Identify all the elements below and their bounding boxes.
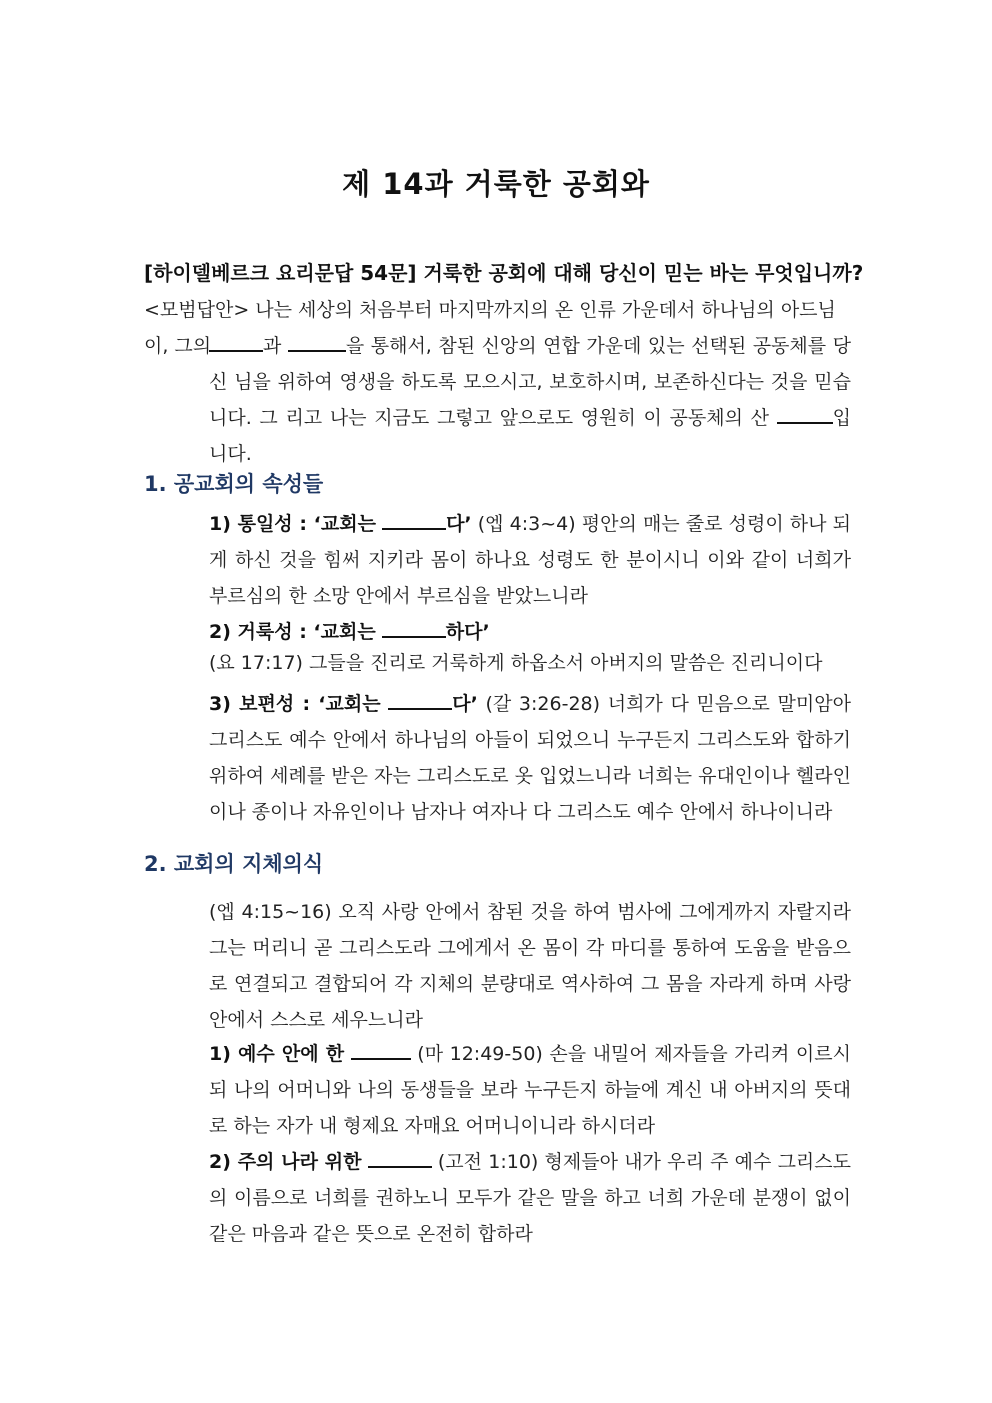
answer-text-3: 님을 위하여 영생을 하도록 모으시고, 보호하시며, 보존하신다는 것을 믿습니다. 그 xyxy=(209,371,851,429)
item-text: (갈 3:26-28) 너희가 다 믿음으로 말미암아 그리스도 예수 안에서 하나님의 아들이 되었으니 누구든지 그리스도와 합하기 위하여 세례를 받은 자는 그리스도로 옷 입었느니라 너희는 유대인이나 헬라인이나 종이나 자유인이나 남자나 여자나 다 그리스도 예수 안에서 하나이니라 xyxy=(209,693,851,823)
answer-text-4a: 리고 나는 지금도 그렇고 앞으로도 영원히 이 공동체의 산 xyxy=(285,407,769,429)
answer-text-2a: 과 xyxy=(263,335,282,357)
item-text: (마 12:49-50) 손을 내밀어 제자들을 가리켜 이르시되 나의 어머니와 나의 동생들을 보라 누구든지 하늘에 계신 내 아버지의 뜻대로 하는 자가 내 형제요 자매요 어머니이니라 하시더라 xyxy=(209,1043,851,1137)
section-1-heading: 1. 공교회의 속성들 xyxy=(144,472,324,496)
section-1-item-1 xyxy=(209,506,851,614)
answer-text-1: 나는 세상의 처음부터 마지막까지의 온 인류 가운데서 하나님의 아드님이, 그의 xyxy=(144,299,836,357)
item-label: 2) 주의 나라 위한 xyxy=(209,1151,362,1173)
section-1-item-2-verse: (요 17:17) 그들을 진리로 거룩하게 하옵소서 아버지의 말씀은 진리니이다 xyxy=(209,652,823,674)
item-text: (고전 1:10) 형제들아 내가 우리 주 예수 그리스도의 이름으로 너희를 권하노니 모두가 같은 말을 하고 너희 가운데 분쟁이 없이 같은 마음과 같은 뜻으로 온전히 합하라 xyxy=(209,1151,851,1245)
item-label: 3) 보편성 : ‘교회는 xyxy=(209,693,381,715)
section-1-item-3 xyxy=(209,686,851,830)
section-2-item-1 xyxy=(209,1036,851,1144)
item-label: 1) 통일성 : ‘교회는 xyxy=(209,513,376,535)
section-2-item-2 xyxy=(209,1144,851,1252)
fill-blank xyxy=(288,333,346,352)
fill-blank xyxy=(351,1041,411,1060)
section-2-intro: (엡 4:15~16) 오직 사랑 안에서 참된 것을 하여 범사에 그에게까지 자랄지라 그는 머리니 곧 그리스도라 그에게서 온 몸이 각 마디를 통하여 도움을 받음으로 연결되고 결합되어 각 지체의 분량대로 역사하여 그 몸을 자라게 하며 사랑 안에서 스스로 세우느니라 xyxy=(209,901,851,1031)
item-label-end: 하다’ xyxy=(445,621,490,643)
page-title: 제 14과 거룩한 공회와 xyxy=(342,167,650,201)
fill-blank xyxy=(777,405,833,424)
item-text: (엡 4:3~4) 평안의 매는 줄로 성령이 하나 되게 하신 것을 힘써 지키라 몸이 하나요 성령도 한 분이시니 이와 같이 너희가 부르심의 한 소망 안에서 부르심을 받았느니라 xyxy=(209,513,851,607)
fill-blank xyxy=(382,619,446,638)
item-label: 1) 예수 안에 한 xyxy=(209,1043,345,1065)
item-label-end: 다’ xyxy=(452,693,478,715)
fill-blank xyxy=(388,691,452,710)
fill-blank xyxy=(209,333,263,352)
answer-label: <모범답안> xyxy=(144,299,250,321)
item-label-end: 다’ xyxy=(446,513,472,535)
answer-text-4b: 입니다. xyxy=(209,407,851,465)
answer-body xyxy=(209,328,851,472)
fill-blank xyxy=(382,511,446,530)
item-label: 2) 거룩성 : ‘교회는 xyxy=(209,621,376,643)
answer-text-2b: 을 통해서, 참된 신앙의 연합 가운데 있는 선택된 공동체를 당신 xyxy=(209,335,851,393)
fill-blank xyxy=(368,1149,432,1168)
section-2-heading: 2. 교회의 지체의식 xyxy=(144,852,324,876)
catechism-question: [하이델베르크 요리문답 54문] 거룩한 공회에 대해 당신이 믿는 바는 무엇입니까? xyxy=(144,261,864,285)
